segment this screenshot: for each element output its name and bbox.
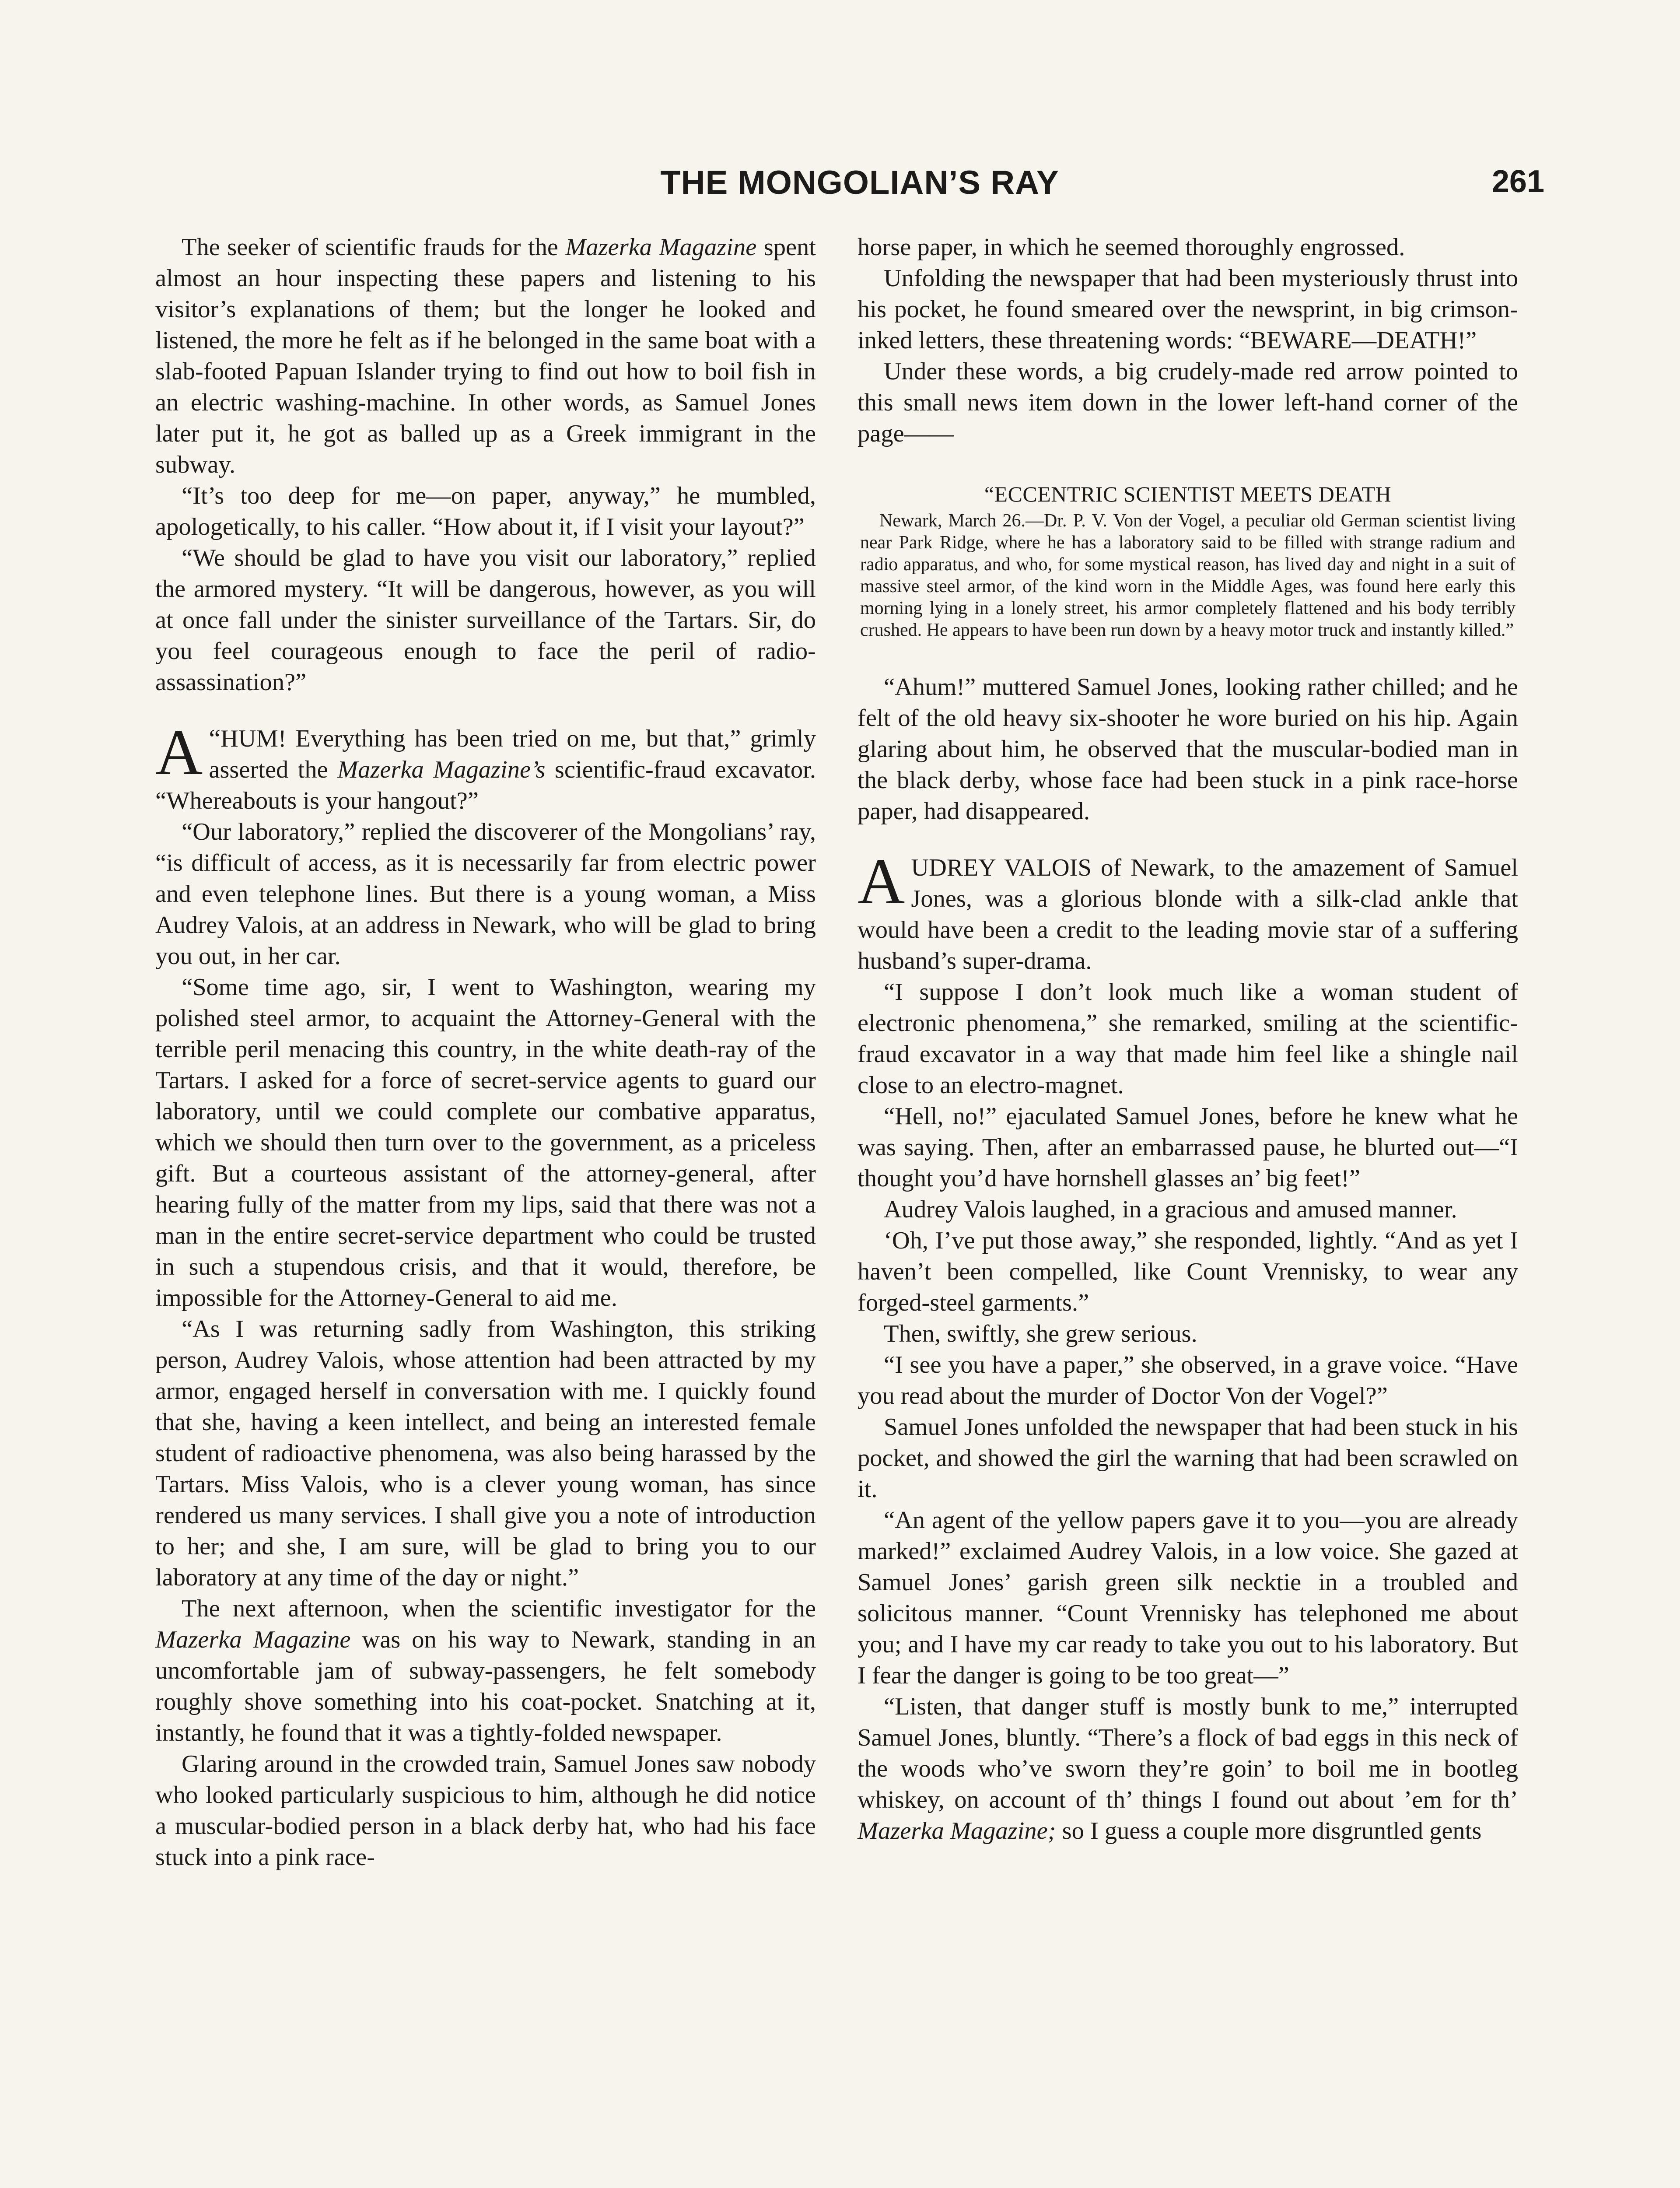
paragraph: Glaring around in the crowded train, Samuel Jones saw nobody who looked particularly suspicious to him, although he did notice a muscular-bodied person in a black derby hat, who had his face stuck into a pink race- [155,1750,816,1871]
paragraph: Audrey Valois laughed, in a gracious and amused manner. [884,1196,1457,1223]
paragraph: “It’s too deep for me—on paper, anyway,” he mumbled, apologetically, to his caller. “How about it, if I visit your layout?” [155,482,816,540]
paragraph: “I suppose I don’t look much like a woman student of electronic phenomena,” she remarked, smiling at the scientific-fraud excavator in a way that made him feel like a shingle nail close to an electro-magnet. [858,978,1518,1099]
section-break [858,845,1518,977]
paragraph: “Ahum!” muttered Samuel Jones, looking rather chilled; and he felt of the old heavy six-shooter he wore buried on his hip. Again glaring about him, he observed that the muscular-bodied man in the black derby, whose face had been stuck in a pink race-horse paper, had disappeared. [858,673,1518,825]
right-column [858,232,1518,1847]
drop-cap: A [858,845,905,918]
paragraph: “Hell, no!” ejaculated Samuel Jones, before he knew what he was saying. Then, after an embarrassed pause, he blurted out—“I thought you’d have hornshell glasses an’ big feet!” [858,1103,1518,1192]
paragraph: “I see you have a paper,” she observed, in a grave voice. “Have you read about the murder of Doctor Von der Vogel?” [858,1351,1518,1410]
paragraph: “Our laboratory,” replied the discoverer of the Mongolians’ ray, “is difficult of access, as it is necessarily far from electric power and even telephone lines. But there is a young woman, a Miss Audrey Valois, at an address in Newark, who will be glad to bring you out, in her car. [155,818,816,970]
page-number: 261 [1491,164,1544,199]
paragraph: “Listen, that danger stuff is mostly bunk to me,” interrupted Samuel Jones, bluntly. “There’s a flock of bad eggs in this neck of the woods who’ve sworn they’re goin’ to boil me in bootleg whiskey, on account of th’ things I found out about ’em for th’ Mazerka Magazine; so I guess a couple more disgruntled gents [858,1693,1518,1844]
paragraph: “We should be glad to have you visit our laboratory,” replied the armored mystery. “It will be dangerous, however, as you will at once fall under the sinister surveillance of the Tartars. Sir, do you feel courageous enough to face the peril of radio-assassination?” [155,544,816,696]
paragraph: “ A HUM! Everything has been tried on me, but that,” grimly asserted the Mazerka Magazine’s scientific-fraud excavator. “Whereabouts is your hangout?” [155,716,816,814]
paragraph: “As I was returning sadly from Washington, this striking person, Audrey Valois, whose attention had been attracted by my armor, engaged herself in conversation with me. I quickly found that she, having a keen intellect, and being an interested female student of radioactive phenomena, was also being harassed by the Tartars. Miss Valois, who is a clever young woman, has since rendered us many services. I shall give you a note of introduction to her; and she, I am sure, will be glad to bring you to our laboratory at any time of the day or night.” [155,1315,816,1591]
news-body: Newark, March 26.—Dr. P. V. Von der Vogel, a peculiar old German scientist living near Park Ridge, where he has a laboratory said to be filled with strange radium and radio apparatus, and who, for some mystical reason, has lived day and night in a suit of massive steel armor, of the kind worn in the Middle Ages, was found here early this morning lying in a lonely street, his armor completely flattened and his body terribly crushed. He appears to have been run down by a heavy motor truck and instantly killed.” [860,511,1516,640]
news-headline: “ECCENTRIC SCIENTIST MEETS DEATH [984,482,1392,506]
left-column [155,232,816,1873]
paragraph: horse paper, in which he seemed thoroughly engrossed. [858,234,1405,261]
paragraph: ‘Oh, I’ve put those away,” she responded, lightly. “And as yet I haven’t been compelled, like Count Vrennisky, to wear any forged-steel garments.” [858,1227,1518,1316]
opening-quote: “ [209,724,220,753]
paragraph: The seeker of scientific frauds for the Mazerka Magazine spent almost an hour inspecting these papers and listening to his visitor’s explanations of them; but the longer he looked and listened, the more he felt as if he belonged in the same boat with a slab-footed Papuan Islander trying to find out how to boil fish in an electric washing-machine. In other words, as Samuel Jones later put it, he got as balled up as a Greek immigrant in the subway. [155,234,816,478]
section-break [155,716,816,817]
paragraph: Then, swiftly, she grew serious. [884,1320,1197,1347]
paragraph: Under these words, a big crudely-made red arrow pointed to this small news item down in the lower left-hand corner of the page—— [858,358,1518,447]
drop-cap: A [155,716,203,789]
paragraph: “Some time ago, sir, I went to Washington, wearing my polished steel armor, to acquaint the Attorney-General with the terrible peril menacing this country, in the white death-ray of the Tartars. I asked for a force of secret-service agents to guard our laboratory, until we could complete our combative apparatus, which we should then turn over to the government, as a priceless gift. But a courteous assistant of the attorney-general, after hearing fully of the matter from my lips, said that there was not a man in the entire secret-service department who could be trusted in such a stupendous crisis, and that it would, therefore, be impossible for the Attorney-General to aid me. [155,974,816,1311]
paragraph: Samuel Jones unfolded the newspaper that had been stuck in his pocket, and showed the girl the warning that had been scrawled on it. [858,1413,1518,1503]
news-clipping [858,480,1518,641]
paragraph: The next afternoon, when the scientific investigator for the Mazerka Magazine was on his way to Newark, standing in an uncomfortable jam of subway-passengers, he felt somebody roughly shove something into his coat-pocket. Snatching at it, instantly, he found that it was a tightly-folded newspaper. [155,1595,816,1746]
paragraph: “An agent of the yellow papers gave it to you—you are already marked!” exclaimed Audrey Valois, in a low voice. She gazed at Samuel Jones’ garish green silk necktie in a troubled and solicitous manner. “Count Vrennisky has telephoned me about you; and I have my car ready to take you out to his laboratory. But I fear the danger is going to be too great—” [858,1507,1518,1689]
page-header [175,164,1544,216]
paragraph: AUDREY VALOIS of Newark, to the amazement of Samuel Jones, was a glorious blonde with a silk-clad ankle that would have been a credit to the leading movie star of a suffering husband’s super-drama. [858,845,1518,975]
paragraph: Unfolding the newspaper that had been mysteriously thrust into his pocket, he found smeared over the newsprint, in big crimson-inked letters, these threatening words: “BEWARE—DEATH!” [858,265,1518,354]
running-title: THE MONGOLIAN’S RAY [660,164,1059,201]
